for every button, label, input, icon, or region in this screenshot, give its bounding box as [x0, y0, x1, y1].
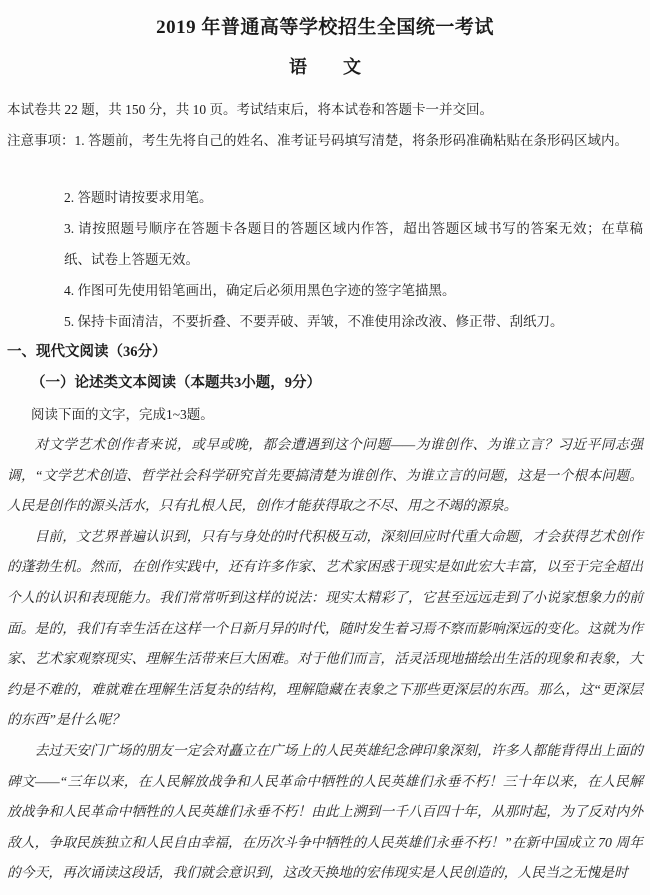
passage-paragraph-3: 去过天安门广场的朋友一定会对矗立在广场上的人民英雄纪念碑印象深刻，许多人都能背得出上面的碑文——“三年以来，在人民解放战争和人民革命中牺牲的人民英雄们永垂不朽！三十年以来，在人民解放战争和人民革命中牺牲的人民英雄们永垂不朽！由此上溯到一千八百四十年，从那时起，为了反对内外敌人，争取民族独立和人民自由幸福，在历次斗争中牺牲的人民英雄们永垂不朽！”在新中国成立 70 周年的今天，再次诵读这段话，我们就会意识到，这改天换地的宏伟现实是人民创造的，人民当之无愧是时 — [7, 742, 643, 881]
notice-spacer — [7, 156, 643, 182]
notice-item-2: 2. 答题时请按要求用笔。 — [64, 190, 213, 205]
reading-passage — [7, 430, 643, 889]
passage-paragraph-2: 目前，文艺界普遍认识到，只有与身处的时代积极互动，深刻回应时代重大命题，才会获得艺术创作的蓬勃生机。然而，在创作实践中，还有许多作家、艺术家困惑于现实是如此宏大丰富，以至于完全超出个人的认识和表现能力。我们常常听到这样的说法：现实太精彩了，它甚至远远走到了小说家想象力的前面。是的，我们有幸生活在这样一个日新月异的时代，随时发生着习焉不察而影响深远的变化。这就为作家、艺术家观察现实、理解生活带来巨大困难。对于他们而言，活灵活现地描绘出生活的现象和表象，大约是不难的，难就难在理解生活复杂的结构，理解隐藏在表象之下那些更深层的东西。那么，这“更深层的东西”是什么呢？ — [7, 528, 643, 728]
notice-row-1 — [7, 125, 643, 156]
notice-item-1: 1. 答题前，考生先将自己的姓名、准考证号码填写清楚，将条形码准确粘贴在条形码区域内。 — [74, 133, 628, 148]
notice-item-4: 4. 作图可先使用铅笔画出，确定后必须用黑色字迹的签字笔描黑。 — [64, 283, 456, 298]
exam-subject: 语 文 — [289, 57, 361, 77]
exam-title: 2019 年普通高等学校招生全国统一考试 — [156, 17, 494, 38]
notice-label: 注意事项： — [7, 133, 75, 148]
subsection-heading-argumentative-reading: （一）论述类文本阅读（本题共3小题，9分） — [31, 375, 321, 391]
exam-info-line: 本试卷共 22 题，共 150 分，共 10 页。考试结束后，将本试卷和答题卡一并交回。 — [7, 102, 493, 117]
section-heading-modern-reading: 一、现代文阅读（36分） — [7, 344, 167, 360]
reading-instruction: 阅读下面的文字，完成1~3题。 — [31, 407, 214, 422]
notice-item-5: 5. 保持卡面清洁，不要折叠、不要弄破、弄皱，不准使用涂改液、修正带、刮纸刀。 — [64, 314, 564, 329]
passage-paragraph-1: 对文学艺术创作者来说，或早或晚，都会遭遇到这个问题——为谁创作、为谁立言？习近平同志强调，“文学艺术创造、哲学社会科学研究首先要搞清楚为谁创作、为谁立言的问题，这是一个根本问题。人民是创作的源头活水，只有扎根人民，创作才能获得取之不尽、用之不竭的源泉。 — [7, 437, 643, 514]
notice-item-3: 3. 请按照题号顺序在答题卡各题目的答题区域内作答，超出答题区域书写的答案无效；在草稿纸、试卷上答题无效。 — [64, 221, 643, 267]
